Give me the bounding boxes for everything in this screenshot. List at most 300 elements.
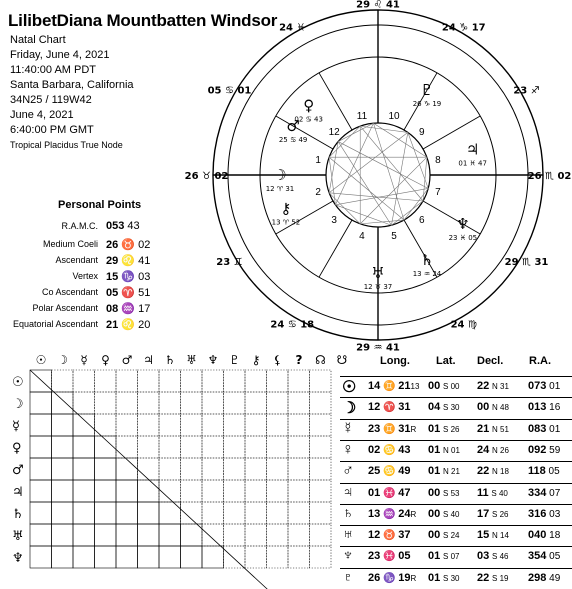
ra-deg: 298 [528, 571, 547, 584]
aspect-cell [30, 546, 52, 568]
aspect-cell [288, 370, 310, 392]
aspect-line [338, 142, 428, 189]
aspect-cell [73, 458, 95, 480]
decl-dir: N 26 [492, 445, 509, 455]
aspect-cell [181, 458, 203, 480]
long-deg: 01 [368, 486, 381, 499]
long-deg: 12 [368, 401, 381, 414]
personal-point-label: Medium Coeli [42, 239, 98, 249]
planet-position: 26 ♑ 19 [412, 100, 442, 109]
lat-cell [428, 529, 460, 541]
lat-deg: 00 [428, 486, 441, 499]
decl-dir: N 51 [492, 424, 509, 434]
personal-point-label: Co Ascendant [41, 287, 98, 297]
long-min: 21 [398, 380, 411, 392]
long-cell [368, 550, 411, 562]
planet-glyph: ♃ [465, 140, 480, 159]
aspect-cell [73, 524, 95, 546]
personal-point-label: R.A.M.C. [61, 221, 98, 231]
ra-cell [528, 465, 560, 477]
planet-table-row [340, 525, 572, 546]
aspect-row-glyph: ♃ [12, 485, 24, 500]
aspect-cell [202, 370, 224, 392]
pp-sign: ♈ [121, 287, 136, 299]
aspect-cell [224, 436, 246, 458]
decl-deg: 00 [477, 401, 490, 414]
ra-min: 03 [549, 508, 561, 520]
decl-cell [477, 550, 509, 562]
aspect-cell [181, 392, 203, 414]
aspect-cell [159, 414, 181, 436]
table-rule [340, 483, 572, 484]
decl-dir: N 48 [492, 403, 509, 413]
lat-dir: N 01 [443, 445, 460, 455]
planet-glyph: ♄ [420, 250, 434, 269]
cusp-label: 23 ♊ [216, 256, 243, 268]
aspect-cell [202, 546, 224, 568]
ra-min: 05 [548, 466, 560, 478]
aspect-cell [267, 414, 289, 436]
aspect-cell [116, 480, 138, 502]
chart-title: LilibetDiana Mountbatten Windsor [8, 11, 278, 30]
aspect-cell [30, 524, 52, 546]
decl-deg: 22 [477, 380, 490, 392]
ra-cell [528, 508, 560, 520]
aspect-cell [30, 414, 52, 436]
ra-min: 07 [549, 487, 561, 499]
ra-cell [528, 444, 560, 456]
aspect-cell [181, 370, 203, 392]
aspect-cell [52, 524, 74, 546]
aspect-cell [30, 436, 52, 458]
lat-cell [428, 508, 460, 520]
planet-glyph: ♄ [342, 504, 354, 522]
decl-dir: N 18 [492, 467, 509, 477]
aspect-cell [73, 480, 95, 502]
personal-points-title: Personal Points [58, 199, 142, 211]
aspect-row-glyph: ♆ [12, 551, 24, 566]
long-sign: ♋ [383, 466, 396, 478]
lat-cell [428, 487, 460, 499]
decl-cell [477, 380, 509, 392]
aspect-cell [267, 436, 289, 458]
aspect-cell [181, 436, 203, 458]
aspect-row-glyph: ♀ [12, 441, 22, 456]
decl-deg: 22 [477, 465, 490, 478]
aspect-header-glyph: ♇ [229, 353, 240, 367]
personal-point-label: Equatorial Ascendant [12, 319, 98, 329]
lat-deg: 01 [428, 443, 441, 456]
long-min: 37 [398, 529, 411, 542]
lat-deg: 01 [428, 422, 441, 435]
aspect-cell [116, 458, 138, 480]
pp-deg: 05 [106, 287, 119, 299]
planet-table-row [340, 461, 572, 482]
ra-cell [528, 487, 560, 499]
table-rule [340, 376, 572, 377]
lat-cell [428, 572, 460, 584]
long-sign: ♒ [383, 508, 396, 520]
col-lat: Lat. [436, 355, 456, 367]
aspect-line [335, 205, 391, 225]
ra-deg: 334 [528, 486, 547, 499]
cusp-label: 24 ♋ 18 [270, 319, 315, 331]
long-min: 49 [398, 465, 411, 478]
long-cell [368, 508, 416, 520]
aspect-cell [202, 524, 224, 546]
long-min: 19 [398, 571, 411, 584]
planet-position: 23 ♓ 05 [448, 234, 478, 242]
aspect-cell [95, 458, 117, 480]
planet-table-row [340, 483, 572, 504]
aspect-cell [73, 502, 95, 524]
aspect-cell [181, 480, 203, 502]
long-cell [368, 423, 416, 435]
aspect-cell [310, 414, 332, 436]
long-sec: R [410, 424, 417, 434]
coordinates: 34N25 / 119W42 [10, 94, 92, 106]
house-number: 9 [419, 127, 425, 139]
gmt-time: 6:40:00 PM GMT [10, 124, 94, 136]
aspect-cell [159, 524, 181, 546]
planet-glyph: ♂ [286, 117, 300, 135]
aspect-cell [30, 392, 52, 414]
decl-deg: 17 [477, 507, 490, 520]
cusp-label: 24 ♑ 17 [441, 22, 486, 34]
house-number: 8 [435, 154, 441, 166]
lat-deg: 04 [428, 401, 441, 414]
aspect-cell [116, 546, 138, 568]
house-number: 11 [356, 111, 368, 123]
lat-deg: 01 [428, 465, 441, 478]
ra-deg: 013 [528, 401, 547, 414]
pp-deg: 26 [106, 239, 119, 251]
planet-position: 02 ♋ 43 [294, 115, 323, 124]
aspect-row-glyph: ♅ [12, 529, 24, 544]
planet-glyph: ♅ [342, 526, 354, 544]
ra-deg: 083 [528, 422, 547, 435]
ra-deg: 040 [528, 529, 547, 542]
aspect-cell [116, 524, 138, 546]
aspect-header-glyph: ♄ [164, 353, 176, 367]
ra-min: 01 [549, 423, 561, 435]
aspect-header-glyph: ♆ [207, 353, 219, 367]
long-cell [368, 380, 419, 392]
planet-glyph: ♆ [456, 215, 470, 233]
aspect-cell [288, 414, 310, 436]
planet-table-row [340, 568, 572, 589]
aspect-cell [202, 502, 224, 524]
long-sign: ♑ [383, 572, 396, 584]
aspect-cell [159, 546, 181, 568]
aspect-cell [73, 436, 95, 458]
ra-cell [528, 401, 560, 413]
house-number: 7 [435, 187, 441, 199]
aspect-cell [224, 370, 246, 392]
decl-dir: S 26 [492, 509, 509, 519]
aspect-cell [224, 546, 246, 568]
house-number: 4 [359, 230, 365, 242]
aspect-cell [267, 480, 289, 502]
aspect-cell [30, 480, 52, 502]
long-deg: 23 [368, 550, 381, 563]
aspect-cell [245, 414, 267, 436]
lat-cell [428, 465, 460, 477]
aspect-cell [116, 370, 138, 392]
long-sec: R [410, 573, 417, 583]
personal-point-label: Vertex [72, 271, 98, 281]
aspect-header-glyph: ♂ [121, 353, 133, 367]
aspect-cell [95, 502, 117, 524]
aspect-cell [138, 436, 160, 458]
aspect-cell [52, 502, 74, 524]
aspect-line [338, 123, 373, 141]
ra-deg: 316 [528, 507, 547, 520]
long-cell [368, 465, 411, 477]
col-decl: Decl. [477, 355, 504, 367]
aspect-cell [73, 370, 95, 392]
decl-deg: 21 [477, 422, 490, 435]
house-cusp-line [423, 201, 480, 234]
long-min: 31 [398, 401, 411, 414]
aspect-cell [52, 392, 74, 414]
table-rule [340, 461, 572, 462]
planet-glyph: ♀ [342, 440, 354, 458]
ra-cell [528, 572, 560, 584]
aspect-header-glyph: ⚸ [273, 353, 282, 367]
aspect-cell [73, 414, 95, 436]
cusp-label: 29 ♏ 31 [504, 256, 549, 268]
ra-min: 18 [549, 530, 561, 542]
aspect-row-glyph: ♄ [12, 507, 24, 522]
planet-position: 12 ♉ 37 [363, 283, 393, 291]
planet-glyph: ☉ [342, 379, 357, 396]
aspect-cell [116, 436, 138, 458]
aspect-cell [288, 458, 310, 480]
chart-type: Natal Chart [10, 34, 66, 46]
aspect-cell [245, 524, 267, 546]
decl-deg: 15 [477, 529, 490, 542]
aspect-cell [202, 436, 224, 458]
aspect-cell [116, 414, 138, 436]
long-sign: ♊ [383, 381, 396, 392]
cusp-label: 23 ♐ [513, 85, 540, 97]
long-sec: R [410, 509, 417, 519]
aspect-cell [267, 458, 289, 480]
aspect-cell [116, 502, 138, 524]
aspect-row-glyph: ☉ [12, 375, 24, 390]
planet-glyph: ♂ [342, 462, 354, 480]
long-sec: 13 [410, 382, 420, 391]
ra-deg: 073 [528, 380, 547, 392]
ra-min: 49 [549, 572, 561, 584]
long-min: 05 [398, 550, 411, 563]
lat-dir: S 07 [443, 552, 460, 562]
house-system: Tropical Placidus True Node [10, 140, 123, 150]
aspect-cell [224, 524, 246, 546]
decl-deg: 22 [477, 571, 490, 584]
aspect-cell [159, 392, 181, 414]
aspect-cell [138, 524, 160, 546]
pp-deg: 08 [106, 303, 119, 315]
lat-cell [428, 550, 460, 562]
aspect-cell [245, 370, 267, 392]
long-deg: 23 [368, 422, 381, 435]
house-number: 12 [328, 127, 340, 139]
aspect-cell [181, 414, 203, 436]
aspect-cell [310, 458, 332, 480]
decl-dir: S 40 [491, 488, 508, 498]
aspect-cell [138, 392, 160, 414]
house-number: 10 [388, 111, 400, 123]
pp-min: 03 [138, 271, 151, 283]
aspect-row-glyph: ☽ [12, 397, 24, 412]
pp-sign: ♉ [121, 239, 136, 251]
planet-table-row [340, 397, 572, 418]
planet-position: 01 ♓ 47 [458, 159, 487, 168]
decl-dir: N 31 [492, 382, 509, 391]
table-rule [340, 504, 572, 505]
long-deg: 25 [368, 465, 381, 478]
aspect-cell [30, 458, 52, 480]
aspect-cell [224, 502, 246, 524]
aspect-cell [181, 524, 203, 546]
aspect-cell [310, 436, 332, 458]
decl-deg: 11 [477, 486, 489, 499]
planet-position: 13 ♒ 24 [412, 269, 442, 278]
decl-dir: S 19 [492, 573, 509, 583]
decl-dir: S 46 [492, 552, 509, 562]
aspect-cell [267, 524, 289, 546]
aspect-cell [288, 546, 310, 568]
personal-point-label: Polar Ascendant [32, 303, 98, 313]
aspect-cell [288, 502, 310, 524]
ra-deg: 092 [528, 443, 547, 456]
aspect-cell [181, 502, 203, 524]
pp-sign: ♑ [121, 271, 136, 283]
long-sign: ♊ [383, 423, 396, 435]
lat-dir: S 30 [443, 403, 460, 413]
long-cell [368, 401, 411, 413]
long-deg: 12 [368, 529, 381, 542]
planet-glyph: ☽ [273, 166, 287, 184]
planet-glyph: ☽ [342, 400, 357, 418]
pp-deg: 15 [106, 271, 119, 283]
table-rule [340, 397, 572, 398]
aspect-cell [159, 458, 181, 480]
aspect-cell [267, 546, 289, 568]
cusp-label: 24 ♍ [450, 319, 477, 331]
aspect-cell [95, 370, 117, 392]
lat-dir: S 24 [443, 531, 460, 541]
aspect-header-glyph: ☽ [57, 353, 68, 367]
aspect-cell [267, 370, 289, 392]
planet-glyph: ♅ [371, 264, 385, 282]
aspect-cell [116, 392, 138, 414]
planet-table-row [340, 546, 572, 567]
planet-table-row [340, 504, 572, 525]
aspect-cell [52, 436, 74, 458]
house-number: 6 [419, 214, 425, 226]
aspect-cell [288, 480, 310, 502]
aspect-cell [310, 546, 332, 568]
aspect-header-glyph: ⚷ [251, 353, 261, 367]
aspect-cell [52, 458, 74, 480]
long-deg: 14 [368, 380, 381, 392]
aspect-cell [267, 392, 289, 414]
aspect-cell [138, 502, 160, 524]
decl-cell [477, 465, 509, 477]
lat-cell [428, 380, 460, 392]
ra-cell [528, 380, 560, 392]
long-min: 43 [398, 443, 411, 456]
lat-dir: N 21 [443, 467, 460, 477]
lat-deg: 00 [428, 529, 441, 542]
cusp-label: 26 ♏ 02 [527, 171, 572, 182]
long-deg: 26 [368, 571, 381, 584]
aspect-cell [202, 480, 224, 502]
lat-deg: 00 [428, 507, 441, 520]
table-rule [340, 568, 572, 569]
lat-dir: S 26 [443, 424, 460, 434]
aspect-cell [52, 370, 74, 392]
long-sign: ♉ [383, 530, 396, 542]
pp-min: 20 [138, 319, 151, 331]
cusp-label: 24 ♓ [279, 22, 306, 34]
col-ra: R.A. [529, 355, 551, 367]
ra-cell [528, 550, 560, 562]
cusp-label: 29 ♒ 41 [356, 342, 400, 354]
aspect-cell [159, 502, 181, 524]
aspect-cell [95, 524, 117, 546]
long-cell [368, 487, 411, 499]
long-sign: ♋ [383, 444, 396, 456]
aspect-cell [181, 546, 203, 568]
aspect-header-glyph: ♀ [101, 353, 110, 367]
table-rule [340, 546, 572, 547]
aspect-cell [288, 392, 310, 414]
aspect-cell [202, 414, 224, 436]
aspect-header-glyph: ♅ [186, 353, 197, 367]
aspect-cell [73, 392, 95, 414]
pp-deg: 21 [106, 319, 119, 331]
aspect-line [373, 123, 404, 220]
aspect-cell [224, 458, 246, 480]
decl-deg: 03 [477, 550, 490, 563]
aspect-line [329, 193, 423, 201]
cusp-label: 26 ♉ 02 [184, 171, 229, 182]
ra-min: 16 [549, 402, 561, 414]
aspect-cell [245, 436, 267, 458]
aspect-cell [52, 546, 74, 568]
lat-deg: 01 [428, 571, 441, 584]
ra-min: 59 [549, 444, 561, 456]
wheel-inner-ring [326, 123, 430, 227]
pp-deg: 29 [106, 255, 119, 267]
aspect-cell [95, 480, 117, 502]
table-rule [340, 419, 572, 420]
aspect-cell [30, 502, 52, 524]
aspect-cell [52, 414, 74, 436]
planet-glyph: ⚷ [280, 199, 292, 218]
aspect-cell [245, 546, 267, 568]
pp-min: 41 [138, 255, 151, 267]
lat-dir: S 00 [443, 382, 460, 391]
aspect-cell [288, 436, 310, 458]
aspect-cell [310, 392, 332, 414]
aspect-cell [138, 546, 160, 568]
decl-deg: 24 [477, 443, 490, 456]
